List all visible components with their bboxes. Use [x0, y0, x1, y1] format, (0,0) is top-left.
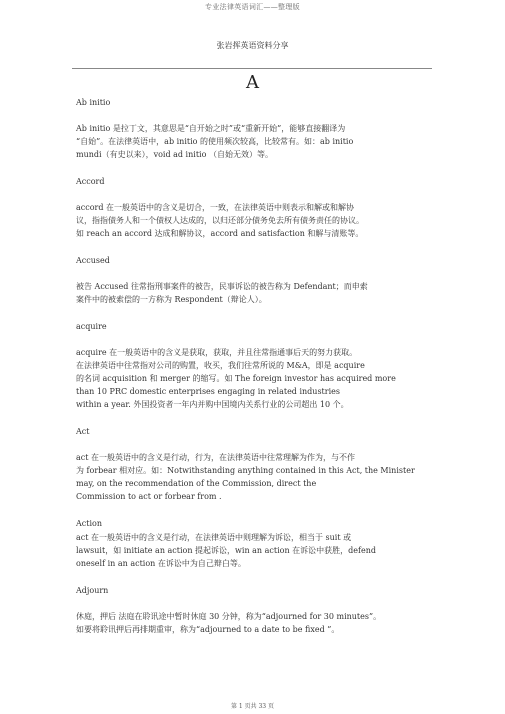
entry-ab-initio — [76, 96, 431, 161]
entry-term: Adjourn — [76, 586, 109, 595]
entry-line: 休庭，押后 法庭在聆讯途中暂时休庭 30 分钟，称为“adjourned for 30 minutes”。 — [76, 612, 382, 621]
entry-line: “自始”。在法律英语中，ab initio 的使用频次较高，比较常有。如：ab initio — [76, 137, 354, 146]
entry-line: 被告 Accused 往常指刑事案件的被告，民事诉讼的被告称为 Defendant；而申索 — [76, 282, 368, 291]
document-subtitle: 张岩挥英语资料分享 — [216, 41, 289, 50]
entry-line: 如 reach an accord 达成和解协议，accord and satisfaction 和解与清账等。 — [76, 229, 364, 238]
glossary-body — [76, 96, 431, 636]
entry-line: accord 在一般英语中的含义是切合，一致，在法律英语中则表示和解或和解协 — [76, 203, 355, 212]
entry-line: 如要将聆讯押后再排期重审，称为“adjourned to a date to be fixed ”。 — [76, 625, 340, 634]
entry-line: may, on the recommendation of the Commission, direct the — [76, 479, 317, 488]
entry-term: Accused — [76, 256, 110, 265]
entry-term: Act — [76, 427, 90, 436]
entry-line: lawsuit，如 initiate an action 提起诉讼，win an action 在诉讼中获胜，defend — [76, 546, 376, 555]
page-number: 第 1 页共 33 页 — [230, 703, 275, 710]
entry-line: acquire 在一般英语中的含义是获取，获取，并且往常指通事后天的努力获取。 — [76, 348, 358, 357]
entry-term: Ab initio — [76, 98, 111, 107]
entry-term: acquire — [76, 322, 107, 331]
entry-action — [76, 517, 431, 570]
entry-line: Commission to act or forbear from . — [76, 492, 222, 501]
entry-line: 为 forbear 相对应。如：Notwithstanding anything contained in this Act, the Minister — [76, 466, 415, 475]
entry-accord — [76, 175, 431, 240]
entry-act — [76, 425, 431, 503]
entry-adjourn — [76, 584, 431, 636]
entry-line: 议，指指债务人和一个债权人达成的，以归还部分债务免去所有债务责任的协议。 — [76, 216, 364, 225]
entry-line: mundi（有史以来），void ad initio （自始无效）等。 — [76, 150, 273, 159]
entry-term: Action — [76, 519, 102, 528]
entry-acquire — [76, 320, 431, 411]
entry-line: within a year. 外国投资者一年内并购中国境内关系行业的公司超出 10 个。 — [76, 400, 349, 409]
entry-accused — [76, 254, 431, 306]
entry-line: 在法律英语中往常指对公司的购置，收买，我们往常所说的 M&A，即是 acquire — [76, 361, 365, 370]
running-header: 专业法律英语词汇——整理版 — [205, 3, 300, 11]
entry-line: act 在一般英语中的含义是行动，行为，在法律英语中往常理解为作为，与不作 — [76, 453, 356, 462]
entry-line: act 在一般英语中的含义是行动，在法律英语中则理解为诉讼，相当于 suit 或 — [76, 533, 352, 542]
header-divider — [72, 68, 432, 69]
entry-line: than 10 PRC domestic enterprises engaging in related industries — [76, 387, 340, 396]
entry-line: 的名词 acquisition 和 merger 的缩写。如 The foreign investor has acquired more — [76, 374, 396, 383]
entry-term: Accord — [76, 177, 105, 186]
section-letter: A — [246, 72, 259, 93]
entry-line: oneself in an action 在诉讼中为自己辩白等。 — [76, 559, 246, 568]
entry-line: 案件中的被索偿的一方称为 Respondent（辩论人）。 — [76, 295, 267, 304]
entry-line: Ab initio 是拉丁文，其意思是“自开始之时”或“重新开始”，能够直接翻译为 — [76, 124, 346, 133]
